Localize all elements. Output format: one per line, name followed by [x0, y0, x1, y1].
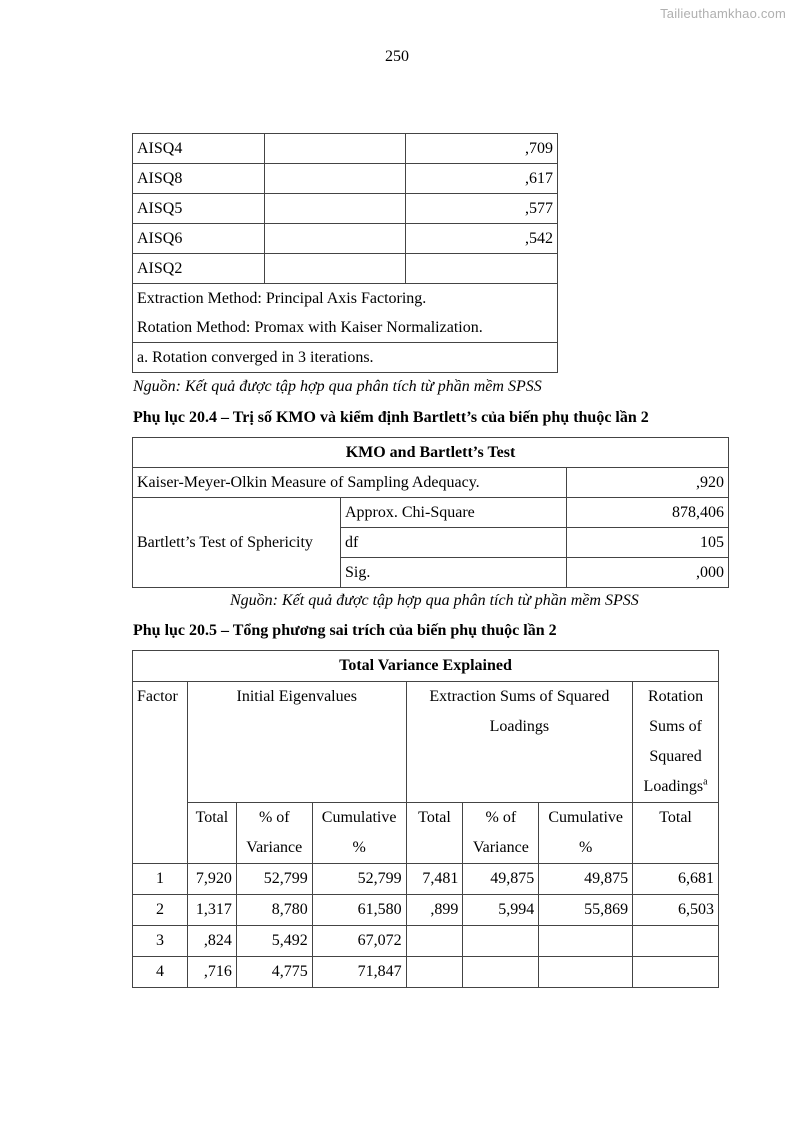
sub-total-header: Total — [187, 803, 236, 864]
table-cell: 7,481 — [406, 864, 463, 895]
table-note-row — [133, 284, 558, 343]
heading-total-variance: Phụ lục 20.5 – Tổng phương sai trích của biến phụ thuộc lần 2 — [133, 622, 557, 639]
table-cell: 4,775 — [236, 957, 312, 988]
table-cell: 67,072 — [312, 926, 406, 957]
table-cell: ,824 — [187, 926, 236, 957]
rotation-header-line: Squared — [649, 748, 702, 765]
heading-kmo: Phụ lục 20.4 – Trị số KMO và kiểm định Bartlett’s của biến phụ thuộc lần 2 — [133, 409, 649, 426]
sub-pct-header: % of Variance — [463, 803, 539, 864]
table-cell — [539, 926, 633, 957]
rotation-method-note: Rotation Method: Promax with Kaiser Normalization. — [137, 319, 483, 336]
sub-total-header: Total — [633, 803, 719, 864]
table-cell: ,709 — [406, 134, 558, 164]
table-cell: ,577 — [406, 194, 558, 224]
row-label: AISQ5 — [133, 194, 265, 224]
extraction-header-line: Extraction Sums of Squared — [429, 688, 610, 705]
extraction-header — [406, 682, 633, 803]
sub-total-header: Total — [406, 803, 463, 864]
kmo-bartlett-table — [132, 437, 729, 588]
table-row — [133, 254, 558, 284]
rotation-header-line: Loadings$^a$ — [643, 776, 708, 795]
table-title: KMO and Bartlett’s Test — [133, 438, 729, 468]
table-cell — [264, 224, 406, 254]
table-row — [133, 194, 558, 224]
header-row — [133, 682, 719, 803]
table-row — [133, 926, 719, 957]
subheader-row — [133, 803, 719, 864]
table-row — [133, 498, 729, 528]
table-title-row — [133, 438, 729, 468]
table-row — [133, 224, 558, 254]
table-cell: 5,994 — [463, 895, 539, 926]
row-label: AISQ6 — [133, 224, 265, 254]
table-cell: 52,799 — [236, 864, 312, 895]
df-label: df — [341, 528, 567, 558]
table-cell — [406, 957, 463, 988]
table-cell: 55,869 — [539, 895, 633, 926]
factor-header: Factor — [133, 682, 188, 864]
table-cell: 52,799 — [312, 864, 406, 895]
table-cell — [406, 254, 558, 284]
table-note-row — [133, 343, 558, 373]
table-cell — [539, 957, 633, 988]
table-row — [133, 895, 719, 926]
page-number: 250 — [385, 48, 409, 65]
table-cell — [406, 926, 463, 957]
factor-cell: 1 — [133, 864, 188, 895]
table-cell — [463, 926, 539, 957]
row-label: AISQ4 — [133, 134, 265, 164]
row-label: AISQ2 — [133, 254, 265, 284]
table-cell: ,716 — [187, 957, 236, 988]
table-cell — [264, 164, 406, 194]
sub-cum-header: Cumulative % — [539, 803, 633, 864]
rotation-header — [633, 682, 719, 803]
extraction-header-line: Loadings — [489, 718, 550, 735]
table-cell — [264, 134, 406, 164]
table-cell: 61,580 — [312, 895, 406, 926]
initial-eigenvalues-header: Initial Eigenvalues — [187, 682, 406, 803]
table-title-row — [133, 651, 719, 682]
factor-cell: 2 — [133, 895, 188, 926]
table-cell — [463, 957, 539, 988]
table-cell — [633, 926, 719, 957]
sub-pct-header: % of Variance — [236, 803, 312, 864]
factor-cell: 3 — [133, 926, 188, 957]
chi-square-value: 878,406 — [567, 498, 729, 528]
table-cell: ,899 — [406, 895, 463, 926]
table-cell — [264, 254, 406, 284]
source-note: Nguồn: Kết quả được tập hợp qua phân tích từ phần mềm SPSS — [230, 592, 639, 609]
table-cell: 5,492 — [236, 926, 312, 957]
table-row — [133, 134, 558, 164]
table-row — [133, 164, 558, 194]
df-value: 105 — [567, 528, 729, 558]
factor-cell: 4 — [133, 957, 188, 988]
extraction-method-note: Extraction Method: Principal Axis Factoring. — [137, 290, 427, 307]
table-row — [133, 864, 719, 895]
sig-label: Sig. — [341, 558, 567, 588]
table-cell: 8,780 — [236, 895, 312, 926]
table-cell: 7,920 — [187, 864, 236, 895]
watermark: Tailieuthamkhao.com — [660, 6, 786, 21]
table-title: Total Variance Explained — [133, 651, 719, 682]
table-row — [133, 957, 719, 988]
table-cell: 49,875 — [539, 864, 633, 895]
row-label: AISQ8 — [133, 164, 265, 194]
table-cell: 71,847 — [312, 957, 406, 988]
rotation-converged-note: a. Rotation converged in 3 iterations. — [133, 343, 558, 373]
kmo-label: Kaiser-Meyer-Olkin Measure of Sampling Adequacy. — [133, 468, 567, 498]
method-note — [133, 284, 558, 343]
pattern-matrix-table — [132, 133, 558, 373]
sub-cum-header: Cumulative % — [312, 803, 406, 864]
table-cell: 6,503 — [633, 895, 719, 926]
table-cell: 1,317 — [187, 895, 236, 926]
table-cell — [264, 194, 406, 224]
table-cell — [633, 957, 719, 988]
table-cell: ,617 — [406, 164, 558, 194]
bartlett-label: Bartlett’s Test of Sphericity — [133, 498, 341, 588]
table-row — [133, 468, 729, 498]
table-cell: ,542 — [406, 224, 558, 254]
total-variance-table — [132, 650, 719, 988]
rotation-header-line: Sums of — [649, 718, 702, 735]
rotation-header-line: Rotation — [648, 688, 704, 705]
footnote-marker: a — [703, 776, 708, 788]
chi-square-label: Approx. Chi-Square — [341, 498, 567, 528]
kmo-value: ,920 — [567, 468, 729, 498]
table-cell: 6,681 — [633, 864, 719, 895]
source-note: Nguồn: Kết quả được tập hợp qua phân tích từ phần mềm SPSS — [133, 378, 542, 395]
sig-value: ,000 — [567, 558, 729, 588]
table-cell: 49,875 — [463, 864, 539, 895]
